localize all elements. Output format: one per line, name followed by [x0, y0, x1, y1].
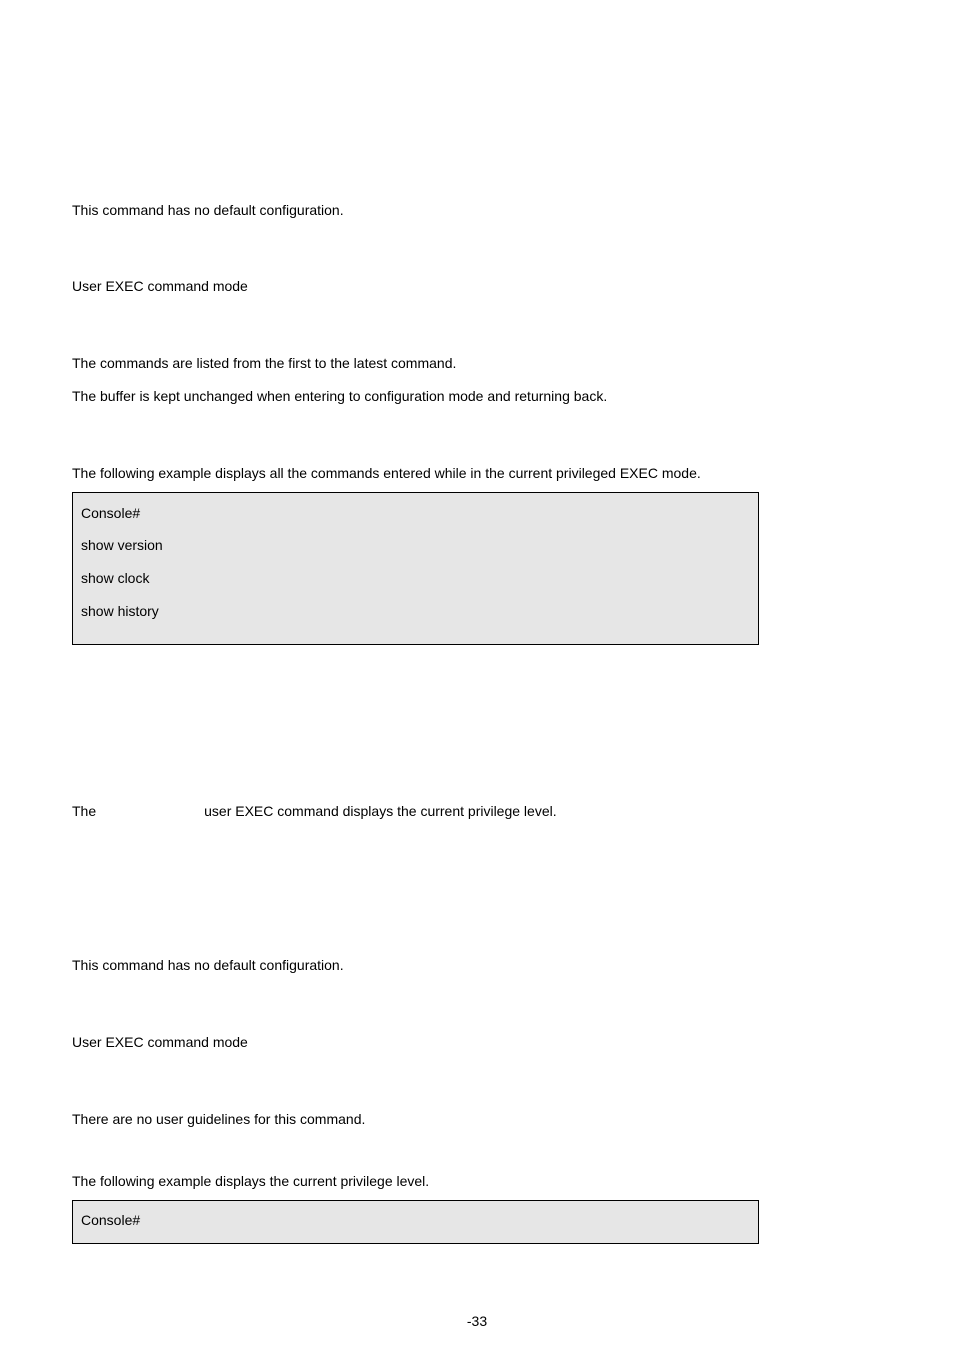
privilege-description-prefix: The	[72, 803, 97, 819]
history-guideline-2: The buffer is kept unchanged when entering to configuration mode and returning back.	[72, 388, 608, 404]
history-guideline-1: The commands are listed from the first to the latest command.	[72, 355, 457, 371]
code-line: show history	[81, 603, 159, 619]
privilege-command-mode: User EXEC command mode	[72, 1034, 248, 1050]
history-example-code-box	[72, 492, 759, 645]
privilege-default-config: This command has no default configuration.	[72, 957, 344, 973]
history-command-mode: User EXEC command mode	[72, 278, 248, 294]
privilege-description	[72, 802, 557, 820]
privilege-description-suffix: user EXEC command displays the current privilege level.	[204, 803, 557, 819]
code-line: Console#	[81, 505, 141, 521]
privilege-example-code-box	[72, 1200, 759, 1244]
privilege-guidelines: There are no user guidelines for this command.	[72, 1111, 366, 1127]
code-line: show clock	[81, 570, 150, 586]
history-default-config: This command has no default configuration.	[72, 202, 344, 218]
code-line: Console#	[81, 1212, 141, 1228]
code-line: show version	[81, 537, 163, 553]
privilege-example-intro: The following example displays the current privilege level.	[72, 1173, 430, 1189]
page-number: -33	[466, 1313, 488, 1329]
history-example-intro: The following example displays all the commands entered while in the current privileged EXEC mode.	[72, 465, 701, 481]
